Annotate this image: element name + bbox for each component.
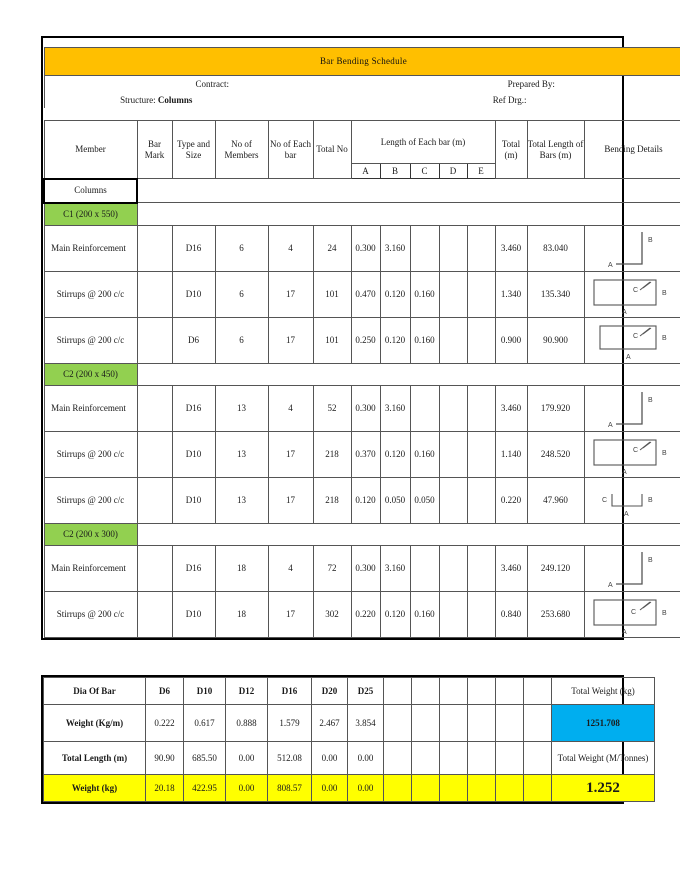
weight-kg-1: 422.95: [184, 775, 226, 802]
cell-no-of-each-bar: 17: [268, 271, 313, 317]
cell-total-m: 3.460: [495, 545, 527, 591]
schedule-table: [43, 38, 680, 638]
table-row: [44, 591, 680, 637]
cell-no-of-members: 13: [215, 385, 268, 431]
cell-bending-detail: [584, 545, 680, 591]
cell-member: Main Reinforcement: [44, 545, 137, 591]
cell-length-e: [467, 271, 495, 317]
header-length-a: A: [351, 164, 380, 179]
cell-bending-detail: [584, 477, 680, 523]
cell-no-of-each-bar: 4: [268, 545, 313, 591]
cell-type-and-size: D10: [172, 591, 215, 637]
cell-length-a: 0.250: [351, 317, 380, 363]
svg-text:C: C: [632, 287, 638, 294]
cell-total-m: 1.140: [495, 431, 527, 477]
weight-kg-8: [440, 775, 468, 802]
cell-length-c: 0.160: [410, 317, 439, 363]
svg-text:A: A: [621, 629, 627, 636]
weight-per-m-1: 0.617: [184, 705, 226, 742]
cell-length-c: 0.160: [410, 591, 439, 637]
weight-kg-0: 20.18: [146, 775, 184, 802]
summary-dia-4: D20: [312, 678, 348, 705]
structure-field: [44, 92, 268, 108]
group-title-filler: [137, 179, 680, 203]
cell-length-a: 0.220: [351, 591, 380, 637]
section-header-row: [44, 363, 680, 385]
cell-type-and-size: D16: [172, 385, 215, 431]
cell-length-b: 0.120: [380, 271, 410, 317]
cell-length-e: [467, 385, 495, 431]
cell-length-a: 0.300: [351, 385, 380, 431]
svg-text:B: B: [647, 397, 653, 404]
cell-total-length: 135.340: [527, 271, 584, 317]
cell-length-b: 0.120: [380, 317, 410, 363]
summary-dia-0: D6: [146, 678, 184, 705]
cell-total-length: 90.900: [527, 317, 584, 363]
cell-bending-detail: [584, 225, 680, 271]
cell-no-of-members: 18: [215, 545, 268, 591]
cell-total-m: 1.340: [495, 271, 527, 317]
weight-kg-2: 0.00: [226, 775, 268, 802]
summary-label-dia: Dia Of Bar: [44, 678, 146, 705]
weight-kg-3: 808.57: [268, 775, 312, 802]
cell-length-d: [439, 225, 467, 271]
cell-no-of-members: 13: [215, 431, 268, 477]
header-length-of-each-bar: Length of Each bar (m): [351, 121, 495, 164]
cell-total-length: 83.040: [527, 225, 584, 271]
header-type-and-size: Type and Size: [172, 121, 215, 179]
total-length-5: 0.00: [348, 742, 384, 775]
svg-text:A: A: [623, 511, 629, 518]
cell-no-of-each-bar: 17: [268, 591, 313, 637]
header-member: Member: [44, 121, 137, 179]
summary-dia-7: [412, 678, 440, 705]
cell-no-of-members: 6: [215, 271, 268, 317]
cell-length-b: 0.050: [380, 477, 410, 523]
svg-text:B: B: [647, 557, 653, 564]
total-length-2: 0.00: [226, 742, 268, 775]
cell-no-of-each-bar: 17: [268, 317, 313, 363]
cell-bar-mark[interactable]: [137, 591, 172, 637]
weight-per-m-7: [412, 705, 440, 742]
cell-member: Main Reinforcement: [44, 225, 137, 271]
header-row: [44, 121, 680, 164]
cell-no-of-each-bar: 4: [268, 385, 313, 431]
weight-kg-6: [384, 775, 412, 802]
weight-per-m-6: [384, 705, 412, 742]
svg-text:B: B: [647, 237, 653, 244]
cell-length-b: 3.160: [380, 385, 410, 431]
summary-row-total-length: [44, 742, 655, 775]
svg-text:B: B: [647, 497, 653, 504]
cell-length-e: [467, 317, 495, 363]
ref-drg-field: [268, 92, 680, 108]
cell-length-d: [439, 591, 467, 637]
weight-per-m-0: 0.222: [146, 705, 184, 742]
cell-length-d: [439, 431, 467, 477]
total-length-7: [412, 742, 440, 775]
svg-text:B: B: [661, 335, 667, 342]
total-length-11: [524, 742, 552, 775]
closed-stirrup-shape-icon: [586, 592, 680, 636]
cell-total-no: 52: [313, 385, 351, 431]
cell-length-e: [467, 591, 495, 637]
cell-length-e: [467, 431, 495, 477]
weight-per-m-3: 1.579: [268, 705, 312, 742]
cell-length-d: [439, 271, 467, 317]
weight-per-m-10: [496, 705, 524, 742]
svg-text:C: C: [601, 497, 607, 504]
ref-drg-label: Ref Drg.:: [492, 94, 527, 105]
header-total-m: Total (m): [495, 121, 527, 179]
cell-type-and-size: D10: [172, 271, 215, 317]
l-bar-shape-icon: [586, 546, 680, 590]
summary-row-weight-per-m: [44, 705, 655, 742]
summary-row-weight-kg: [44, 775, 655, 802]
cell-type-and-size: D10: [172, 477, 215, 523]
cell-length-d: [439, 477, 467, 523]
cell-total-no: 72: [313, 545, 351, 591]
weight-per-m-8: [440, 705, 468, 742]
cell-length-d: [439, 317, 467, 363]
closed-stirrup-shape-icon: [586, 318, 680, 362]
cell-total-no: 218: [313, 477, 351, 523]
cell-length-c: [410, 545, 439, 591]
schedule-table-container: [41, 36, 667, 640]
cell-length-a: 0.120: [351, 477, 380, 523]
cell-total-length: 253.680: [527, 591, 584, 637]
weight-kg-9: [468, 775, 496, 802]
cell-type-and-size: D6: [172, 317, 215, 363]
cell-total-m: 3.460: [495, 385, 527, 431]
summary-row-dia: [44, 678, 655, 705]
cell-bending-detail: [584, 317, 680, 363]
weight-per-m-9: [468, 705, 496, 742]
contract-row: [44, 76, 680, 93]
cell-no-of-each-bar: 17: [268, 477, 313, 523]
total-weight-kg-label: Total Weight (kg): [552, 678, 655, 705]
weight-per-m-11: [524, 705, 552, 742]
summary-dia-11: [524, 678, 552, 705]
cell-no-of-members: 6: [215, 225, 268, 271]
closed-stirrup-shape-icon: [586, 432, 680, 476]
cell-length-a: 0.470: [351, 271, 380, 317]
total-length-1: 685.50: [184, 742, 226, 775]
page-title: Bar Bending Schedule: [44, 48, 680, 76]
svg-text:A: A: [607, 262, 613, 269]
summary-dia-9: [468, 678, 496, 705]
cell-total-m: 0.840: [495, 591, 527, 637]
cell-no-of-each-bar: 17: [268, 431, 313, 477]
weight-per-m-4: 2.467: [312, 705, 348, 742]
section-name: C2 (200 x 450): [44, 363, 137, 385]
cell-type-and-size: D16: [172, 545, 215, 591]
table-row: [44, 271, 680, 317]
cell-bar-mark[interactable]: [137, 271, 172, 317]
total-length-9: [468, 742, 496, 775]
cell-length-c: 0.160: [410, 271, 439, 317]
svg-text:A: A: [621, 309, 627, 316]
meta-spacer-cell: [44, 108, 680, 121]
total-length-10: [496, 742, 524, 775]
total-weight-tonnes-value: 1.252: [552, 775, 655, 802]
section-filler: [137, 203, 680, 226]
svg-text:B: B: [661, 290, 667, 297]
weight-kg-10: [496, 775, 524, 802]
summary-label-weight-per-m: Weight (Kg/m): [44, 705, 146, 742]
table-row: [44, 477, 680, 523]
cell-no-of-members: 18: [215, 591, 268, 637]
cell-total-m: 3.460: [495, 225, 527, 271]
top-spacer-row: [44, 38, 680, 48]
cell-length-b: 0.120: [380, 431, 410, 477]
total-length-0: 90.90: [146, 742, 184, 775]
summary-label-weight-kg: Weight (kg): [44, 775, 146, 802]
header-bar-mark: Bar Mark: [137, 121, 172, 179]
structure-value[interactable]: Columns: [157, 94, 193, 105]
cell-length-c: [410, 385, 439, 431]
structure-label: Structure:: [120, 94, 156, 105]
svg-text:C: C: [632, 447, 638, 454]
u-bar-shape-icon: [586, 478, 680, 522]
cell-bending-detail: [584, 271, 680, 317]
cell-no-of-each-bar: 4: [268, 225, 313, 271]
cell-length-c: 0.050: [410, 477, 439, 523]
header-length-e: E: [467, 164, 495, 179]
cell-length-e: [467, 545, 495, 591]
cell-bar-mark[interactable]: [137, 385, 172, 431]
svg-text:C: C: [632, 333, 638, 340]
cell-bar-mark[interactable]: [137, 225, 172, 271]
cell-length-b: 3.160: [380, 545, 410, 591]
weight-kg-4: 0.00: [312, 775, 348, 802]
cell-total-no: 24: [313, 225, 351, 271]
summary-dia-10: [496, 678, 524, 705]
cell-length-a: 0.300: [351, 225, 380, 271]
weight-per-m-5: 3.854: [348, 705, 384, 742]
svg-text:A: A: [621, 469, 627, 476]
header-no-of-members: No of Members: [215, 121, 268, 179]
cell-total-length: 47.960: [527, 477, 584, 523]
cell-no-of-members: 13: [215, 477, 268, 523]
summary-dia-8: [440, 678, 468, 705]
svg-text:A: A: [607, 582, 613, 589]
total-length-3: 512.08: [268, 742, 312, 775]
summary-dia-6: [384, 678, 412, 705]
summary-dia-5: D25: [348, 678, 384, 705]
cell-length-a: 0.300: [351, 545, 380, 591]
cell-length-e: [467, 477, 495, 523]
summary-table-container: [41, 675, 649, 804]
cell-total-no: 302: [313, 591, 351, 637]
weight-kg-5: 0.00: [348, 775, 384, 802]
cell-total-length: 249.120: [527, 545, 584, 591]
cell-member: Main Reinforcement: [44, 385, 137, 431]
table-row: [44, 545, 680, 591]
cell-bar-mark[interactable]: [137, 317, 172, 363]
cell-total-m: 0.220: [495, 477, 527, 523]
total-length-6: [384, 742, 412, 775]
cell-total-m: 0.900: [495, 317, 527, 363]
summary-dia-1: D10: [184, 678, 226, 705]
l-bar-shape-icon: [586, 226, 680, 270]
structure-row: [44, 92, 680, 108]
cell-length-d: [439, 385, 467, 431]
table-row: [44, 317, 680, 363]
total-weight-kg-value: 1251.708: [552, 705, 655, 742]
table-row: [44, 431, 680, 477]
l-bar-shape-icon: [586, 386, 680, 430]
section-filler: [137, 363, 680, 385]
cell-total-no: 101: [313, 317, 351, 363]
cell-length-d: [439, 545, 467, 591]
cell-member: Stirrups @ 200 c/c: [44, 591, 137, 637]
svg-text:C: C: [630, 609, 636, 616]
cell-member: Stirrups @ 200 c/c: [44, 271, 137, 317]
cell-length-b: 0.120: [380, 591, 410, 637]
header-total-no: Total No: [313, 121, 351, 179]
summary-label-total-length: Total Length (m): [44, 742, 146, 775]
svg-text:B: B: [661, 610, 667, 617]
cell-no-of-members: 6: [215, 317, 268, 363]
prepared-by-field: [380, 76, 680, 93]
cell-total-no: 218: [313, 431, 351, 477]
cell-length-b: 3.160: [380, 225, 410, 271]
total-length-8: [440, 742, 468, 775]
header-total-length-of-bars: Total Length of Bars (m): [527, 121, 584, 179]
contract-label: Contract:: [195, 78, 229, 89]
section-name: C2 (200 x 300): [44, 523, 137, 545]
svg-text:A: A: [625, 354, 631, 361]
cell-length-c: [410, 225, 439, 271]
header-length-b: B: [380, 164, 410, 179]
section-name: C1 (200 x 550): [44, 203, 137, 226]
cell-bending-detail: [584, 591, 680, 637]
cell-bending-detail: [584, 385, 680, 431]
weight-kg-7: [412, 775, 440, 802]
cell-type-and-size: D10: [172, 431, 215, 477]
cell-length-a: 0.370: [351, 431, 380, 477]
cell-type-and-size: D16: [172, 225, 215, 271]
top-spacer-cell: [44, 38, 680, 48]
summary-dia-2: D12: [226, 678, 268, 705]
cell-member: Stirrups @ 200 c/c: [44, 477, 137, 523]
title-row: [44, 48, 680, 76]
section-filler: [137, 523, 680, 545]
closed-stirrup-shape-icon: [586, 272, 680, 316]
section-header-row: [44, 203, 680, 226]
cell-total-no: 101: [313, 271, 351, 317]
svg-text:B: B: [661, 450, 667, 457]
cell-bar-mark[interactable]: [137, 545, 172, 591]
cell-member: Stirrups @ 200 c/c: [44, 317, 137, 363]
cell-total-length: 248.520: [527, 431, 584, 477]
cell-bending-detail: [584, 431, 680, 477]
table-row: [44, 385, 680, 431]
contract-field: [44, 76, 380, 93]
header-no-of-each-bar: No of Each bar: [268, 121, 313, 179]
header-length-c: C: [410, 164, 439, 179]
cell-bar-mark[interactable]: [137, 431, 172, 477]
header-bending-details: Bending Details: [584, 121, 680, 179]
section-header-row: [44, 523, 680, 545]
svg-text:A: A: [607, 422, 613, 429]
total-length-4: 0.00: [312, 742, 348, 775]
prepared-by-label: Prepared By:: [507, 78, 555, 89]
table-row: [44, 225, 680, 271]
group-title: Columns: [44, 179, 137, 203]
group-title-row: [44, 179, 680, 203]
header-length-d: D: [439, 164, 467, 179]
meta-spacer-row: [44, 108, 680, 121]
weight-kg-11: [524, 775, 552, 802]
cell-member: Stirrups @ 200 c/c: [44, 431, 137, 477]
weight-per-m-2: 0.888: [226, 705, 268, 742]
summary-table: [43, 677, 655, 802]
cell-length-e: [467, 225, 495, 271]
total-weight-tonnes-label: Total Weight (M/Tonnes): [552, 742, 655, 775]
cell-bar-mark[interactable]: [137, 477, 172, 523]
cell-total-length: 179.920: [527, 385, 584, 431]
summary-dia-3: D16: [268, 678, 312, 705]
cell-length-c: 0.160: [410, 431, 439, 477]
